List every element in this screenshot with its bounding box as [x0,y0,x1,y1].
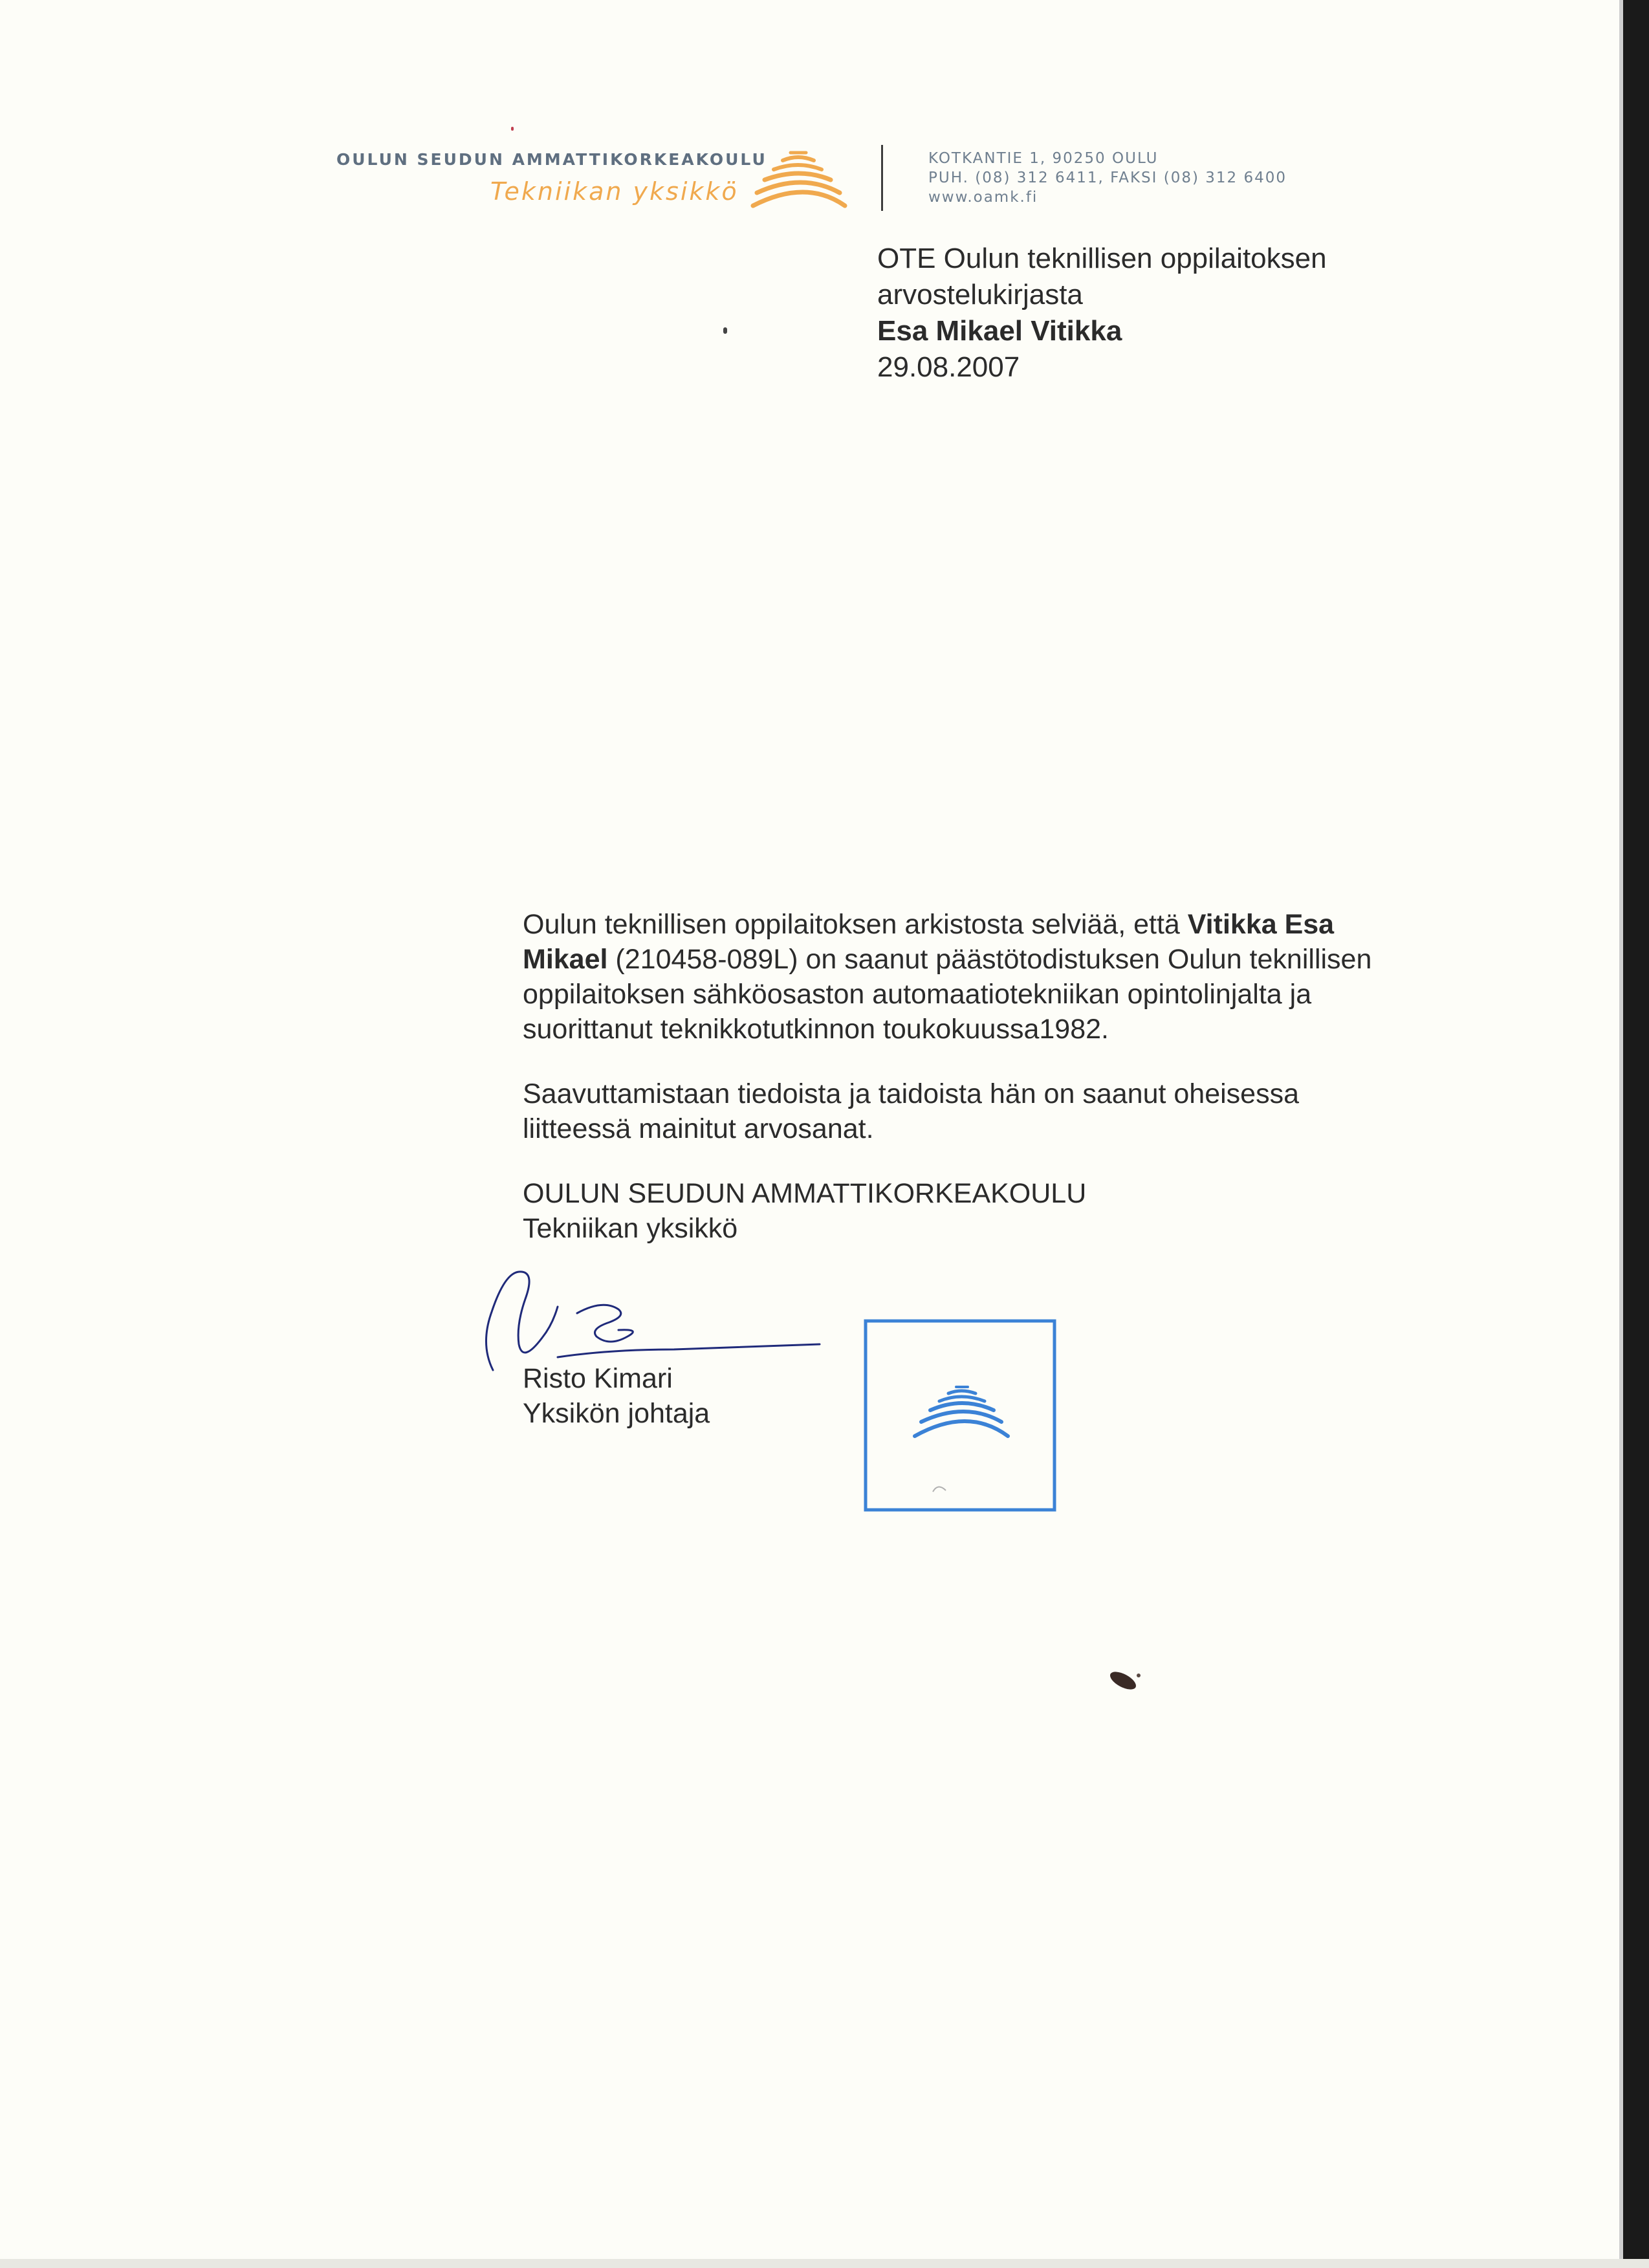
document-title-block [877,241,1327,386]
closing-unit-name: Tekniikan yksikkö [523,1213,738,1244]
title-line-1: OTE Oulun teknillisen oppilaitoksen [877,243,1327,274]
body-line: Mikael (210458-089L) on saanut päästötodistuksen Oulun teknillisen [523,944,1372,975]
phone-fax: PUH. (08) 312 6411, FAKSI (08) 312 6400 [928,169,1287,186]
website: www.oamk.fi [928,189,1038,206]
scan-edge-bottom [0,2259,1649,2268]
letter-body [523,907,1454,1246]
recipient-name: Esa Mikael Vitikka [877,315,1122,347]
ink-stain [1100,1668,1145,1694]
body-line: oppilaitoksen sähköosaston automaatiotekniikan opintolinjalta ja [523,979,1312,1010]
scan-edge-shadow [1619,0,1623,2268]
document-date: 29.08.2007 [877,351,1020,383]
person-name-bold: Vitikka Esa [1187,909,1335,940]
title-line-2: arvostelukirjasta [877,279,1083,311]
person-name-bold: Mikael [523,944,608,975]
oamk-arch-logo-icon [750,147,847,215]
closing-org-name: OULUN SEUDUN AMMATTIKORKEAKOULU [523,1178,1087,1209]
letterhead-divider [881,145,883,211]
address: KOTKANTIE 1, 90250 OULU [928,150,1159,167]
letterhead-contact [928,149,1287,207]
body-line: liitteessä mainitut arvosanat. [523,1113,874,1144]
letterhead-unit-name: Tekniikan yksikkö [490,177,739,206]
body-line: Saavuttamistaan tiedoista ja taidoista hän on saanut oheisessa [523,1078,1300,1109]
scan-speck [511,127,514,131]
signatory-block [523,1361,710,1431]
signatory-name: Risto Kimari [523,1363,673,1394]
body-line: Oulun teknillisen oppilaitoksen arkistosta selviää, että Vitikka Esa [523,909,1335,940]
body-line: suorittanut teknikkotutkinnon toukokuussa1982. [523,1014,1109,1045]
scan-speck [723,327,727,334]
scan-edge-right [1623,0,1649,2268]
signatory-role: Yksikön johtaja [523,1398,710,1429]
letterhead-org-name: OULUN SEUDUN AMMATTIKORKEAKOULU [336,150,767,169]
official-stamp-icon [863,1318,1057,1512]
